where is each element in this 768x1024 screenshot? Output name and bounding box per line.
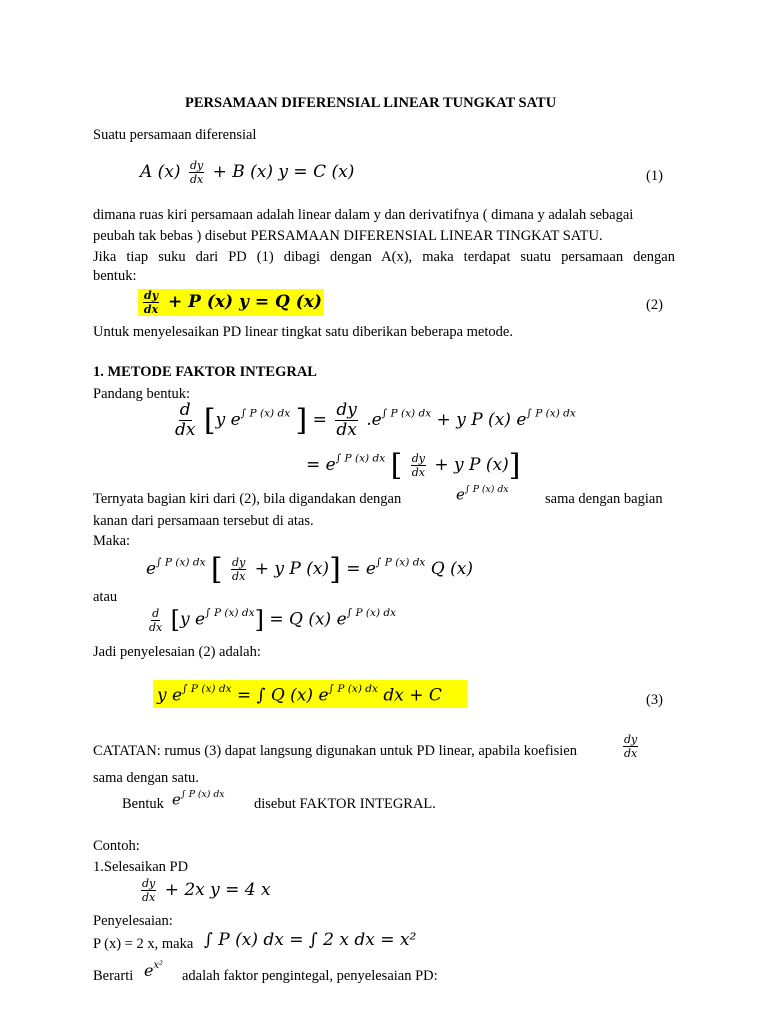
atau-equation: $\frac{d}{dx}$ [y $e^{\int P (x) dx}] = Q$ (x) $e^{\int P (x) dx}$ (149, 606, 397, 634)
d-symbol: d (179, 400, 191, 420)
dy-dx-fraction: $\frac{dy}{dx}$ (232, 556, 246, 583)
section-heading: 1. METODE FAKTOR INTEGRAL (93, 364, 317, 380)
page-title: PERSAMAAN DIFERENSIAL LINEAR TUNGKAT SATU (185, 95, 557, 111)
eq1-fraction (189, 160, 204, 185)
equation-1-number: (1) (646, 168, 663, 184)
eq1-dx: dx (189, 173, 204, 186)
contoh-eq-rest: + 2x y = 4 x (164, 880, 271, 900)
exp-base: e (195, 609, 206, 630)
exp-base: e (172, 685, 183, 706)
paragraph-1-line-3: Jika tiap suku dari PD (1) dibagi dengan A(x), maka terdapat suatu persamaan dengan (93, 249, 675, 265)
eq2-dy: dy (144, 289, 159, 302)
contoh-1: 1.Selesaikan PD (93, 859, 189, 875)
paragraph-2: Untuk menyelesaikan PD linear tingkat satu diberikan beberapa metode. (93, 324, 513, 340)
exp-superscript: ∫ P (x) dx (182, 683, 232, 695)
bentuk-text: disebut FAKTOR INTEGRAL. (254, 796, 436, 812)
eq2-fraction (143, 290, 159, 315)
intro-text: Suatu persamaan diferensial (93, 127, 257, 143)
berarti-exp-base: e (144, 960, 154, 980)
jadi-text: Jadi penyelesaian (2) adalah: (93, 644, 261, 660)
paragraph-3-part-a: Ternyata bagian kiri dari (2), bila digandakan dengan (93, 491, 402, 507)
d-dx-fraction: $\frac{d}{dx}$ (175, 400, 196, 440)
exp-base: e (336, 609, 347, 630)
paragraph-3-part-b: sama dengan bagian (545, 491, 663, 507)
bentuk-exp (172, 789, 225, 808)
paragraph-3-line-2: kanan dari persamaan tersebut di atas. (93, 513, 314, 529)
catatan-line-2: sama dengan satu. (93, 770, 199, 786)
paragraph-3-exp (456, 484, 509, 503)
dy-dx-fraction: $\frac{dy}{dx}$ (411, 452, 425, 479)
exp-base: e (318, 685, 329, 706)
exp-base: e (456, 485, 465, 504)
derivation-line-1: $\frac{d}{dx}$ [y $e^{\int P (x) dx}$ ] = $\frac{dy}{dx}$ $.e^{\int P (x) dx} + y$ P (x) $e^{\int P (x) dx}$ (175, 400, 576, 440)
contoh-heading: Contoh: (93, 838, 140, 854)
exp-superscript: ∫ P (x) dx (180, 789, 225, 800)
maka-text: Maka: (93, 533, 131, 549)
exp-superscript: ∫ P (x) dx (328, 683, 378, 695)
exp-superscript: ∫ P (x) dx (464, 484, 509, 495)
exp-superscript: ∫ P (x) dx (335, 452, 386, 465)
derivation-line-2: = $e^{\int P (x) dx}$ [ $\frac{dy}{dx}$ + y P (x)] (306, 448, 521, 483)
eq2-dx: dx (143, 303, 159, 316)
exp-base: e (172, 790, 181, 809)
berarti-text: adalah faktor pengintegal, penyelesaian PD: (182, 968, 438, 984)
exp-superscript: ∫ P (x) dx (375, 556, 426, 569)
px-math: ∫ P (x) dx = ∫ 2 x dx = x² (204, 930, 417, 950)
paragraph-1-line-1: dimana ruas kiri persamaan adalah linear dalam y dan derivatifnya ( dimana y adalah sebagai (93, 207, 634, 223)
bentuk-label: Bentuk (122, 796, 164, 812)
exp-superscript: ∫ P (x) dx (381, 407, 432, 420)
px-line: P (x) = 2 x, maka (93, 936, 194, 952)
paragraph-1-line-2: peubah tak bebas ) disebut PERSAMAAN DIFERENSIAL LINEAR TINGKAT SATU. (93, 228, 603, 244)
atau-text: atau (93, 589, 118, 605)
catatan-fraction: $\frac{dy}{dx}$ (624, 733, 638, 760)
exp-base: e (146, 559, 157, 579)
maka-equation: $e^{\int P (x) dx}$ [ $\frac{dy}{dx}$ + y P $(x)] = e^{\int P (x) dx}$ Q (x) (146, 552, 473, 587)
equation-2 (138, 289, 324, 316)
eq1-dy: dy (189, 159, 204, 172)
exp-superscript: ∫ P (x) dx (526, 407, 576, 420)
exp-base: e (365, 559, 376, 579)
exp-base: e (230, 410, 241, 430)
catatan-line-1: CATATAN: rumus (3) dapat langsung digunakan untuk PD linear, apabila koefisien (93, 743, 577, 759)
penyelesaian-label: Penyelesaian: (93, 913, 173, 929)
exp-base: e (371, 410, 382, 430)
d-dx-fraction: $\frac{d}{dx}$ (149, 606, 163, 634)
contoh-equation: $\frac{dy}{dx}$ + 2x y = 4 x (142, 877, 271, 904)
equation-2-number: (2) (646, 297, 663, 313)
exp-base: e (325, 455, 336, 475)
equation-3-number: (3) (646, 692, 663, 708)
eq1-rest: + B (x) y = C (x) (212, 162, 355, 182)
eq1-lhs: A (x) (140, 162, 181, 182)
pandang-text: Pandang bentuk: (93, 386, 191, 402)
exp-superscript: ∫ P (x) dx (156, 556, 206, 569)
exp-superscript: ∫ P (x) dx (240, 407, 291, 420)
berarti-exp (144, 960, 163, 980)
berarti-exp-sup: x² (153, 960, 164, 971)
exp-superscript: ∫ P (x) dx (205, 607, 255, 620)
exp-superscript: ∫ P (x) dx (346, 607, 397, 620)
berarti-label: Berarti (93, 968, 134, 984)
dy-dx-fraction: $\frac{dy}{dx}$ (336, 400, 357, 440)
eq2-rest: + P (x) y = Q (x) (168, 292, 322, 312)
paragraph-1-line-4: bentuk: (93, 268, 137, 284)
exp-base: e (516, 410, 527, 430)
equation-3: y $e^{\int P (x) dx}$ = ∫ Q (x) $e^{\int P (x) dx}$ dx + C (153, 680, 467, 708)
equation-1 (140, 160, 354, 185)
